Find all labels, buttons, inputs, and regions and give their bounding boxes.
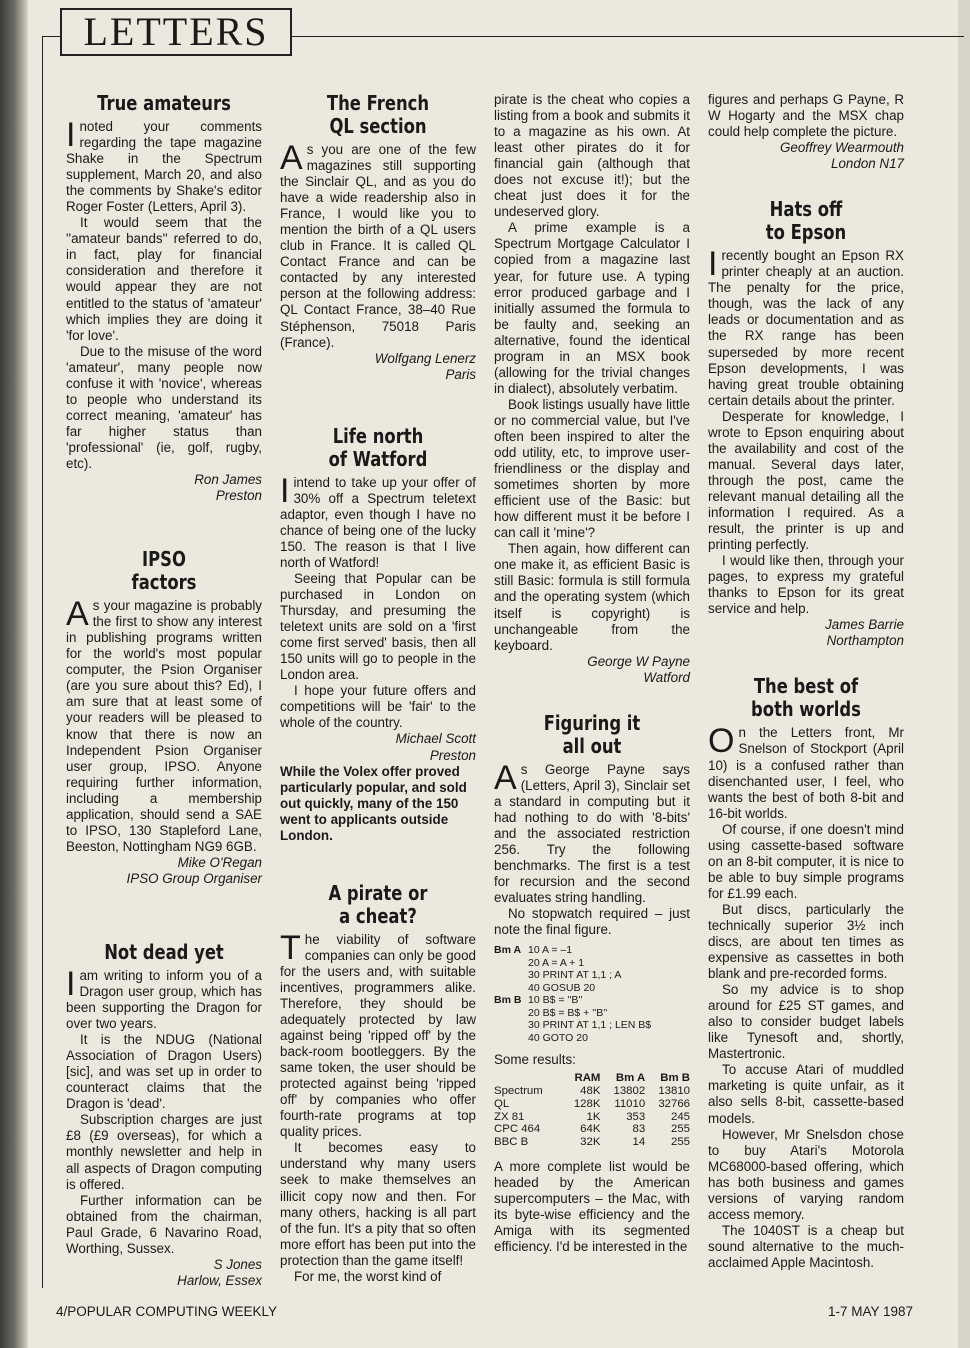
letter-paragraph: I am writing to inform you of a Dragon user group, which has been supporting the Dragon for over two years. [66,964,262,1032]
drop-cap: O [708,722,735,761]
letter-figuring-it-all-out [494,712,690,1256]
header-rule [290,36,964,37]
results-row [494,1085,690,1098]
listing-code: 10 A = –1 [528,944,573,957]
results-header-cell: Bm A [615,1072,646,1085]
signature-name: George W Payne [587,653,690,669]
results-cell: 245 [670,1110,690,1123]
letter-paragraph: As you are one of the few magazines still supporting the Sinclair QL, and as you do have a wide readership also in France, I would like you to mention the birth of a QL users club in France. It is called QL Contact France and can be contacted by any interested person at the following address: QL Contact France, 38–40 Rue Stéphenson, 75018 Paris (France). [280,139,476,350]
drop-cap: T [280,928,301,967]
results-header-row [494,1072,690,1085]
drop-cap: A [494,758,517,797]
signature-place: London N17 [831,156,904,172]
results-cell: 128K [573,1097,601,1110]
letter-paragraph: figures and perhaps G Payne, R W Hogarty and the MSX chap could help complete the picture. [708,92,904,140]
letter-title: Not dead yet [104,939,224,964]
letter-ipso-factors [66,548,262,887]
results-cell: 353 [626,1110,646,1123]
results-cell: 64K [580,1123,601,1136]
listing-code: 20 B$ = B$ + ''B'' [528,1006,608,1019]
signature-place: Northampton [826,633,904,649]
letter-paragraph: For me, the worst kind of [294,1268,442,1284]
drop-cap: A [66,595,89,634]
signature-name: Ron James [194,472,262,488]
letter-paragraph: It would seem that the ''amateur bands'' referred to do, in fact, play for financial consideration and therefore it would appear they are not entitled to the status of 'amateur' which implies they are doing it 'for love'. [66,215,262,343]
signature-name: Geoffrey Wearmouth [779,140,904,156]
listing-line [494,1019,690,1032]
listing-code: 30 PRINT AT 1,1 ; LEN B$ [528,1019,652,1032]
results-cell: 13802 [613,1085,646,1098]
results-cell: CPC 464 [494,1123,541,1136]
listing-line [494,957,690,970]
letter-paragraph: It becomes easy to understand why many users seek to make themselves an illicit copy now and then. For many others, hacking is all part of the fun. It's a pity that so often more effort has been put into the protection than the game itself! [280,1140,476,1268]
listing-label [494,1019,528,1032]
results-row [494,1136,690,1149]
listing-code: 10 B$ = ''B'' [528,994,583,1007]
letter-paragraph: As your magazine is probably the first to show any interest in publishing programs written for the world's most popular computer, the Psion Organiser (are you sure about this? Ed), I am sure that at least some of your readers will be pleased to know that there is now an Independent Psion Organiser user group, IPSO. Anyone requiring further information, including a membership application, should send a SAE to IPSO, 130 Stapleford Lane, Beeston, Nottingham NG9 6GB. [66,595,262,854]
results-cell: ZX 81 [494,1110,525,1123]
results-cell: 1K [586,1110,601,1123]
results-row [494,1098,690,1111]
letter-paragraph: I hope your future offers and competitions will be 'fair' to the whole of the country. [280,683,476,731]
letter-title: The best of [753,674,859,699]
signature-place: IPSO Group Organiser [126,870,262,886]
letter-paragraph: But discs, particularly the technically superior 3½ inch discs, are about ten times as expensive as cassettes in both blank and pre-recorded forms. [708,901,904,982]
letter-title-line2: QL section [329,114,427,138]
letter-paragraph: Subscription charges are just £8 (£9 overseas), for which a monthly newsletter and help in all aspects of Dragon computing is offered. [66,1112,262,1192]
masthead-title: LETTERS [83,9,269,54]
listing-code: 30 PRINT AT 1,1 ; A [528,969,622,982]
signature-place: Preston [215,488,262,504]
results-row [494,1111,690,1124]
listing-code: 20 A = A + 1 [528,956,585,969]
results-cell: 83 [632,1123,646,1136]
results-cell: 48K [580,1085,601,1098]
letter-paragraph: A more complete list would be headed by the American supercomputers – the Mac, with its byte-wise efficiency and the Amiga with its segmented efficiency. I'd be interested in the [494,1159,690,1255]
letter-figuring-it-all-out-continued [708,92,904,172]
letter-paragraph: Desperate for knowledge, I wrote to Epson enquiring about the availability and cost of the manual. Several days later, through the post, came the relevant manual detailing all the information I required. As a result, the printer is up and printing perfectly. [708,408,904,553]
listing-line [494,969,690,982]
letter-a-pirate-or-a-cheat [280,882,476,1285]
results-intro: Some results: [494,1052,576,1068]
letter-paragraph: The 1040ST is a cheap but sound alternative to the much-acclaimed Apple Macintosh. [708,1222,904,1270]
letter-paragraph: pirate is the cheat who copies a listing from a book and submits it to a magazine as his own. At least other pirates do it for financial gain (although that does not excuse it!); but the cheat just does it for the undeserved glory. [494,92,690,220]
letter-title-line2: both worlds [751,697,861,722]
letter-hats-off-to-epson [708,198,904,649]
section-masthead [60,8,292,56]
column-2 [280,92,476,1285]
column-4 [708,92,904,1271]
drop-cap: I [66,964,76,1003]
results-cell: 255 [670,1136,690,1149]
listing-label [494,1007,528,1020]
listing-label: Bm A [494,944,522,957]
letter-title: IPSO [142,547,186,572]
letter-paragraph: The viability of software companies can only be good for the users and, with suitable incentives, programmers alike. Therefore, they should be adequately protected by law against being 'ripped off' by the back-room bootleggers. By the same token, the user should be protected against being 'ripped off' by companies who offer fourth-rate programs at top quality prices. [280,928,476,1140]
binding-shadow [0,0,28,1348]
benchmark-listing [494,944,690,1044]
letter-title: A pirate or [328,880,428,905]
signature-name: James Barrie [825,617,904,633]
letter-title: Hats off [769,197,843,222]
letter-life-north-of-watford [280,425,476,844]
letter-title-line2: of Watford [328,446,428,471]
footer-page-publication: 4/POPULAR COMPUTING WEEKLY [56,1304,278,1319]
listing-label [494,1032,528,1045]
letter-paragraph: To accuse Atari of muddled marketing is quite unfair, as it also sells 8-bit, cassette-based models. [708,1062,904,1126]
letter-paragraph: Then again, how different can one make it, as efficient Basic is still Basic: formula is still formula and the operating system (which itself is copyright) is unchangeable from the keyboard. [494,541,690,653]
results-cell: Spectrum [494,1085,543,1098]
letter-not-dead-yet [66,941,262,1289]
frame-rule-vertical [42,36,43,1288]
letter-paragraph: Seeing that Popular can be purchased in London on Thursday, and presuming the teletext units are sold on a 'first come first served' basis, then all 150 units will go to people in the London area. [280,570,476,683]
letter-paragraph: A prime example is a Spectrum Mortgage Calculator I copied from a magazine last year, for future use. A typing error produced garbage and I initially assumed the formula to be faulty and, seeking an alternative, found the identical program in an MSX book (allowing for the trivial changes in dialect), absolutely verbatim. [494,220,690,396]
results-cell: 11010 [614,1097,646,1110]
listing-line [494,944,690,957]
results-row [494,1123,690,1136]
results-cell: 13810 [658,1085,690,1098]
results-header-cell [494,1072,563,1085]
drop-cap: I [708,245,718,284]
results-cell: 32K [580,1136,601,1149]
column-1 [66,92,262,1289]
letter-best-of-both-worlds [708,675,904,1271]
letter-paragraph: I would like then, through your pages, to express my grateful thanks to Epson for its great service and help. [708,553,904,617]
signature-name: Mike O'Regan [177,854,262,870]
letter-title: Life north [332,423,424,448]
letter-paragraph: As George Payne says (Letters, April 3), Sinclair set a standard in computing but it had nothing to do with '8-bits' and the associated restriction 256. Try the following benchmarks. The first is a test for recursion and the second evaluates string handling. [494,758,690,906]
letter-paragraph: I noted your comments regarding the tape magazine Shake in the Spectrum supplement, March 20, and also the comments by Shake's editor Roger Foster (Letters, April 3). [66,116,262,215]
letter-title-line2: to Epson [765,220,847,245]
letter-paragraph: Due to the misuse of the word 'amateur', many people now confuse it with 'novice', whereas to people who understand its correct meaning, 'amateur' has far higher status than 'professional' (ie, golf, rugby, etc). [66,343,262,471]
signature-place: Preston [429,747,476,763]
letter-paragraph: However, Mr Snelsdon chose to buy Atari's Motorola MC68000-based offering, which has both business and games versions of varying random access memory. [708,1126,904,1222]
signature-name: Wolfgang Lenerz [374,350,476,366]
letter-paragraph: So my advice is to shop around for £25 ST games, and also to consider budget labels like Tynesoft and, shortly, Mastertronic. [708,982,904,1062]
results-header-cell: Bm B [660,1072,690,1085]
letter-paragraph: Book listings usually have little or no commercial value, but I've often been inspired to alter the odd utility, etc, to improve user-friendliness or the display and sometimes shorten by more efficient use of the Basic: but how different must it be before I can call it 'mine'? [494,396,690,541]
signature-name: S Jones [213,1256,262,1272]
column-3 [494,92,690,1255]
footer-issue-date: 1-7 MAY 1987 [828,1304,914,1319]
listing-line [494,1007,690,1020]
listing-label [494,957,528,970]
letter-paragraph: Of course, if one doesn't mind using cassette-based software on an 8-bit computer, it is nice to be able to buy simple programs for £1.99 each. [708,821,904,901]
results-cell: QL [494,1097,510,1110]
letter-title-line2: a cheat? [339,903,417,928]
letter-paragraph: On the Letters front, Mr Snelson of Stockport (April 10) is a confused rather than disenchanted user, I feel, who wants the best of both 8-bit and 16-bit worlds. [708,722,904,821]
drop-cap: A [280,139,303,177]
letter-a-pirate-or-a-cheat-continued [494,92,690,686]
letter-paragraph: I recently bought an Epson RX printer cheaply at an auction. The penalty for the price, though, was the lack of any leads or documentation and as the RX range has been superseded by more recent Epson developments, I was having great trouble obtaining certain details about the printer. [708,245,904,408]
results-header-cell: RAM [574,1072,601,1085]
listing-line [494,1032,690,1045]
letter-french-ql [280,92,476,383]
letter-paragraph: It is the NDUG (National Association of Dragon Users) [sic], and was set up in order to counteract claims that the Dragon is 'dead'. [66,1032,262,1112]
letter-title-line2: all out [562,733,622,758]
listing-label: Bm B [494,994,522,1007]
signature-place: Watford [643,669,690,685]
results-table [494,1072,690,1149]
listing-line [494,982,690,995]
listing-label [494,969,528,982]
letter-title: True amateurs [97,91,231,115]
editor-reply: While the Volex offer proved particularly popular, and sold out quickly, many of the 150 went to applicants outside London. [280,763,467,843]
results-cell: 14 [632,1136,646,1149]
listing-code: 40 GOSUB 20 [528,981,596,994]
signature-place: Harlow, Essex [177,1272,262,1288]
drop-cap: I [66,116,76,154]
results-cell: BBC B [494,1136,529,1149]
letter-paragraph: I intend to take up your offer of 30% off a Spectrum teletext adaptor, even though I have no chance of being one of the lucky 150. The reason is that I live north of Watford! [280,471,476,570]
letter-title-line2: factors [131,570,197,595]
letter-paragraph: No stopwatch required – just note the final figure. [494,906,690,938]
letter-title: The French [326,91,430,115]
listing-code: 40 GOTO 20 [528,1031,588,1044]
letter-title: Figuring it [543,710,641,735]
results-cell: 32766 [658,1097,690,1110]
signature-name: Michael Scott [395,731,476,747]
listing-label [494,982,528,995]
listing-line [494,994,690,1007]
drop-cap: I [280,471,290,510]
results-cell: 255 [670,1123,690,1136]
letter-paragraph: Further information can be obtained from the chairman, Paul Grade, 6 Navarino Road, Worthing, Sussex. [66,1192,262,1256]
frame-rule [42,36,60,37]
letter-true-amateurs [66,92,262,504]
signature-place: Paris [445,366,476,382]
